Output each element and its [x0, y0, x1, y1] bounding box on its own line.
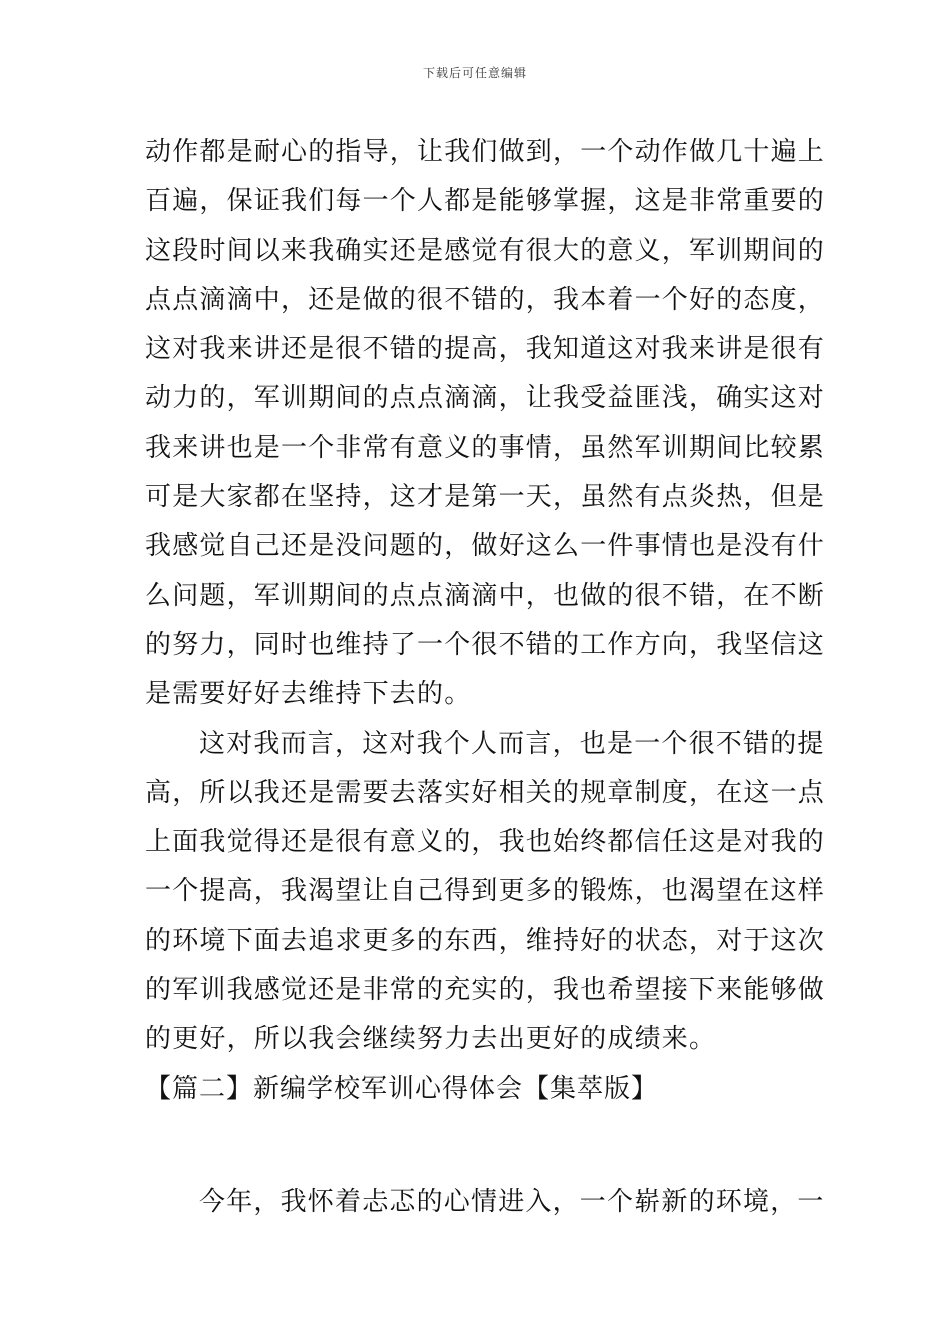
- paragraph-line: 的环境下面去追求更多的东西，维持好的状态，对于这次: [145, 925, 826, 956]
- paragraph-line: 百遍，保证我们每一个人都是能够掌握，这是非常重要的: [145, 186, 826, 217]
- paragraph-line: 今年，我怀着忐忑的心情进入，一个崭新的环境，一: [199, 1186, 825, 1217]
- paragraph-line: 这对我来讲还是很不错的提高，我知道这对我来讲是很有: [145, 334, 826, 365]
- paragraph-line: 一个提高，我渴望让自己得到更多的锻炼，也渴望在这样: [145, 876, 826, 907]
- paragraph-line: 的军训我感觉还是非常的充实的，我也希望接下来能够做: [145, 975, 826, 1006]
- paragraph-line: 是需要好好去维持下去的。: [145, 679, 472, 710]
- section-spacer: [145, 1114, 810, 1178]
- page-header: 下载后可任意编辑: [422, 66, 527, 80]
- paragraph-line: 这段时间以来我确实还是感觉有很大的意义，军训期间的: [145, 235, 826, 266]
- paragraph-line: 的努力，同时也维持了一个很不错的工作方向，我坚信这: [145, 629, 826, 660]
- document-body: [145, 128, 826, 1227]
- paragraph-line: 动作都是耐心的指导，让我们做到，一个动作做几十遍上: [145, 137, 826, 167]
- paragraph-line: 这对我而言，这对我个人而言，也是一个很不错的提: [199, 728, 825, 759]
- paragraph-line: 我感觉自己还是没问题的，做好这么一件事情也是没有什: [145, 531, 826, 562]
- paragraph-line: 的更好，所以我会继续努力去出更好的成绩来。: [145, 1024, 717, 1055]
- paragraph-line: 动力的，军训期间的点点滴滴，让我受益匪浅，确实这对: [145, 383, 826, 414]
- paragraph-line: 点点滴滴中，还是做的很不错的，我本着一个好的态度，: [145, 284, 826, 315]
- paragraph-line: 可是大家都在坚持，这才是第一天，虽然有点炎热，但是: [145, 482, 826, 513]
- paragraph-line: 上面我觉得还是很有意义的，我也始终都信任这是对我的: [145, 827, 826, 858]
- paragraph-line: 么问题，军训期间的点点滴滴中，也做的很不错，在不断: [145, 580, 826, 611]
- paragraph-line: 高，所以我还是需要去落实好相关的规章制度，在这一点: [145, 777, 826, 808]
- section-heading: 【篇二】新编学校军训心得体会【集萃版】: [145, 1073, 659, 1104]
- paragraph-line: 我来讲也是一个非常有意义的事情，虽然军训期间比较累: [145, 432, 826, 463]
